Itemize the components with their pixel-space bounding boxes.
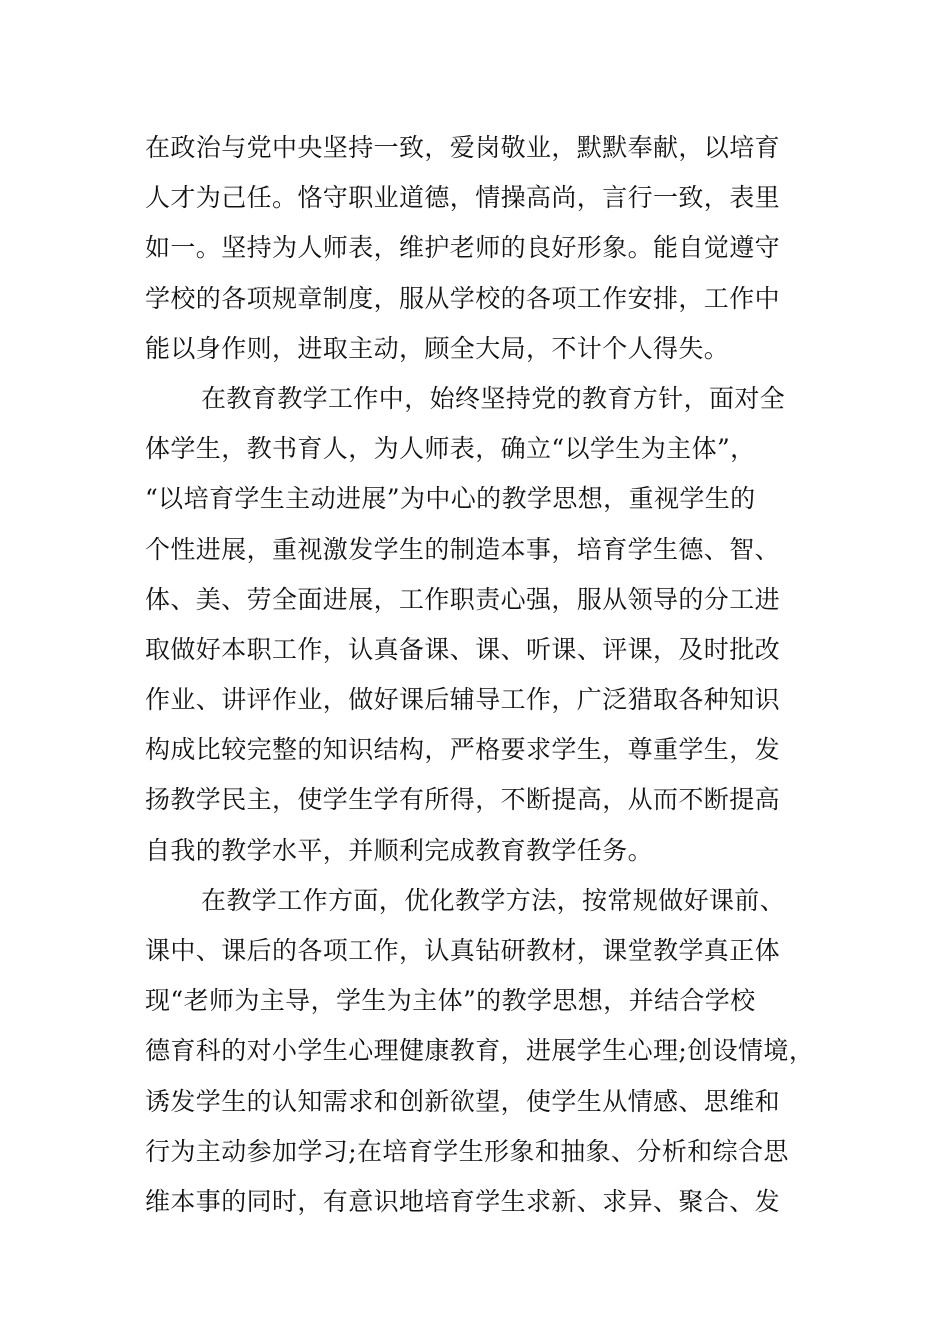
text-line: 在政治与党中央坚持一致，爱岗敬业，默默奉献，以培育 <box>145 133 781 162</box>
text-line: 行为主动参加学习;在培育学生形象和抽象、分析和综合思 <box>145 1136 789 1166</box>
text-line: 人才为己任。恪守职业道德，情操高尚，言行一致，表里 <box>145 183 781 213</box>
text-line: 取做好本职工作，认真备课、课、听课、评课，及时批改 <box>145 634 781 664</box>
text-line: 课中、课后的各项工作，认真钻研教材，课堂教学真正体 <box>145 936 781 965</box>
body-text <box>145 123 815 1227</box>
text-line: 德育科的对小学生心理健康教育，进展学生心理;创设情境， <box>145 1036 815 1066</box>
text-line: 扬教学民主，使学生学有所得，不断提高，从而不断提高 <box>145 785 781 815</box>
text-line: 体、美、劳全面进展，工作职责心强，服从领导的分工进 <box>145 584 781 614</box>
paragraph-first-line: 在教育教学工作中，始终坚持党的教育方针，面对全 <box>201 383 786 413</box>
text-line: 作业、讲评作业，做好课后辅导工作，广泛猎取各种知识 <box>145 685 781 715</box>
text-line: 能以身作则，进取主动，顾全大局，不计个人得失。 <box>145 333 730 363</box>
text-line: 学校的各项规章制度，服从学校的各项工作安排，工作中 <box>145 283 781 313</box>
text-line: “以培育学生主动进展”为中心的教学思想，重视学生的 <box>145 484 756 514</box>
text-line: 个性进展，重视激发学生的制造本事，培育学生德、智、 <box>145 534 781 564</box>
text-line: 自我的教学水平，并顺利完成教育教学任务。 <box>145 835 654 865</box>
text-line: 体学生，教书育人，为人师表，确立“以学生为主体”， <box>145 434 756 464</box>
text-line: 构成比较完整的知识结构，严格要求学生，尊重学生，发 <box>145 735 781 765</box>
text-line: 诱发学生的认知需求和创新欲望，使学生从情感、思维和 <box>145 1086 781 1116</box>
paragraph-first-line: 在教学工作方面，优化教学方法，按常规做好课前、 <box>201 885 786 915</box>
text-line: 维本事的同时，有意识地培育学生求新、求异、聚合、发 <box>145 1186 781 1216</box>
text-line: 现“老师为主导，学生为主体”的教学思想，并结合学校 <box>145 986 756 1016</box>
text-line: 如一。坚持为人师表，维护老师的良好形象。能自觉遵守 <box>145 233 781 263</box>
